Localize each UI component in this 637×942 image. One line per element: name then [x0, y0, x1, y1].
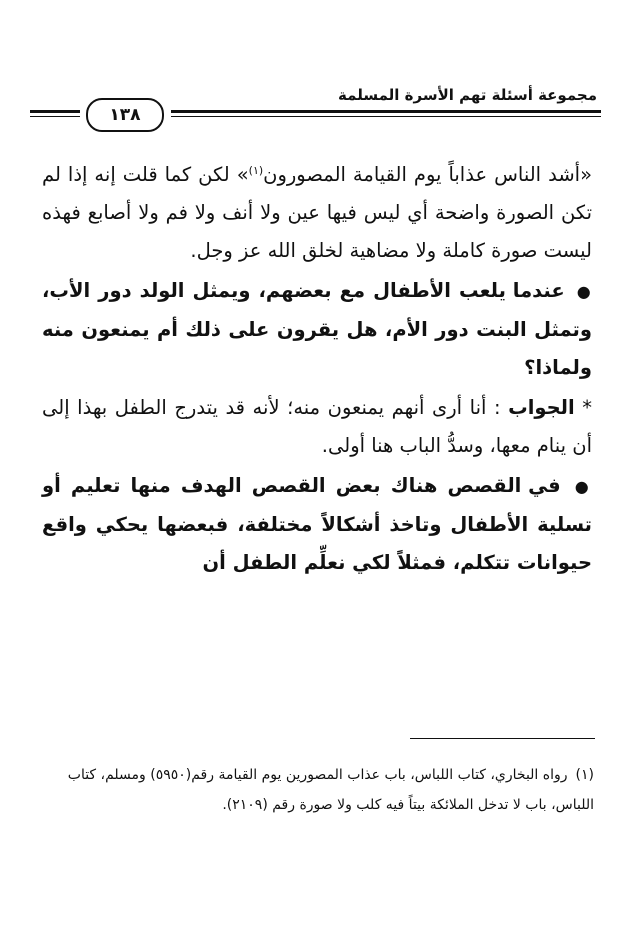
question-2: [42, 467, 592, 582]
page-body: [42, 156, 592, 582]
bullet-icon: ●: [576, 282, 592, 301]
question-1: [42, 272, 592, 387]
footnotes: [42, 760, 594, 820]
asterisk-icon: *: [582, 396, 592, 419]
question-1-text: عندما يلعب الأطفال مع بعضهم، ويمثل الولد دور الأب، وتمثل البنت دور الأم، هل يقرون على ذلك أم يمنعون منه ولماذا؟: [42, 279, 592, 379]
page-number: ١٣٨: [86, 98, 164, 132]
footnote-item: [42, 760, 594, 820]
paragraph-1: [42, 156, 592, 270]
paragraph-1-end: » لكن كما قلت إنه إذا لم تكن الصورة واضحة أي ليس فيها عين ولا أنف ولا فم ولا أصابع فهذه ليست صورة كاملة ولا مضاهية لخلق الله عز وجل.: [42, 163, 592, 262]
header-rule-thin: [171, 116, 601, 117]
header-rule-thick: [171, 110, 601, 113]
page-header: [30, 82, 601, 132]
paragraph-1-start: «أشد الناس عذاباً يوم القيامة المصورون: [263, 163, 593, 186]
header-rule-left-thick: [30, 110, 80, 113]
answer-1-text: : أنا أرى أنهم يمنعون منه؛ لأنه قد يتدرج الطفل بهذا إلى أن ينام معها، وسدُّ الباب هنا أولى.: [42, 396, 592, 457]
footnote-number: (١): [575, 767, 594, 783]
answer-1: [42, 389, 592, 465]
answer-label: الجواب: [508, 396, 575, 419]
header-rule-left-thin: [30, 116, 80, 117]
footnote-text: رواه البخاري، كتاب اللباس، باب عذاب المصورين يوم القيامة رقم(٥٩٥٠) ومسلم، كتاب اللباس، باب لا تدخل الملائكة بيتاً فيه كلب ولا صورة رقم (٢١٠٩).: [67, 767, 594, 813]
footnote-divider: [410, 738, 595, 739]
footnote-reference[interactable]: (١): [248, 164, 264, 177]
question-2-text: في القصص هناك بعض القصص الهدف منها تعليم أو تسلية الأطفال وتاخذ أشكالاً مختلفة، فبعضها يحكي واقع حيوانات تتكلم، فمثلاً لكي نعلِّم الطفل أن: [42, 474, 592, 574]
bullet-icon: ●: [574, 477, 592, 496]
book-title: مجموعة أسئلة تهم الأسرة المسلمة: [338, 86, 597, 104]
